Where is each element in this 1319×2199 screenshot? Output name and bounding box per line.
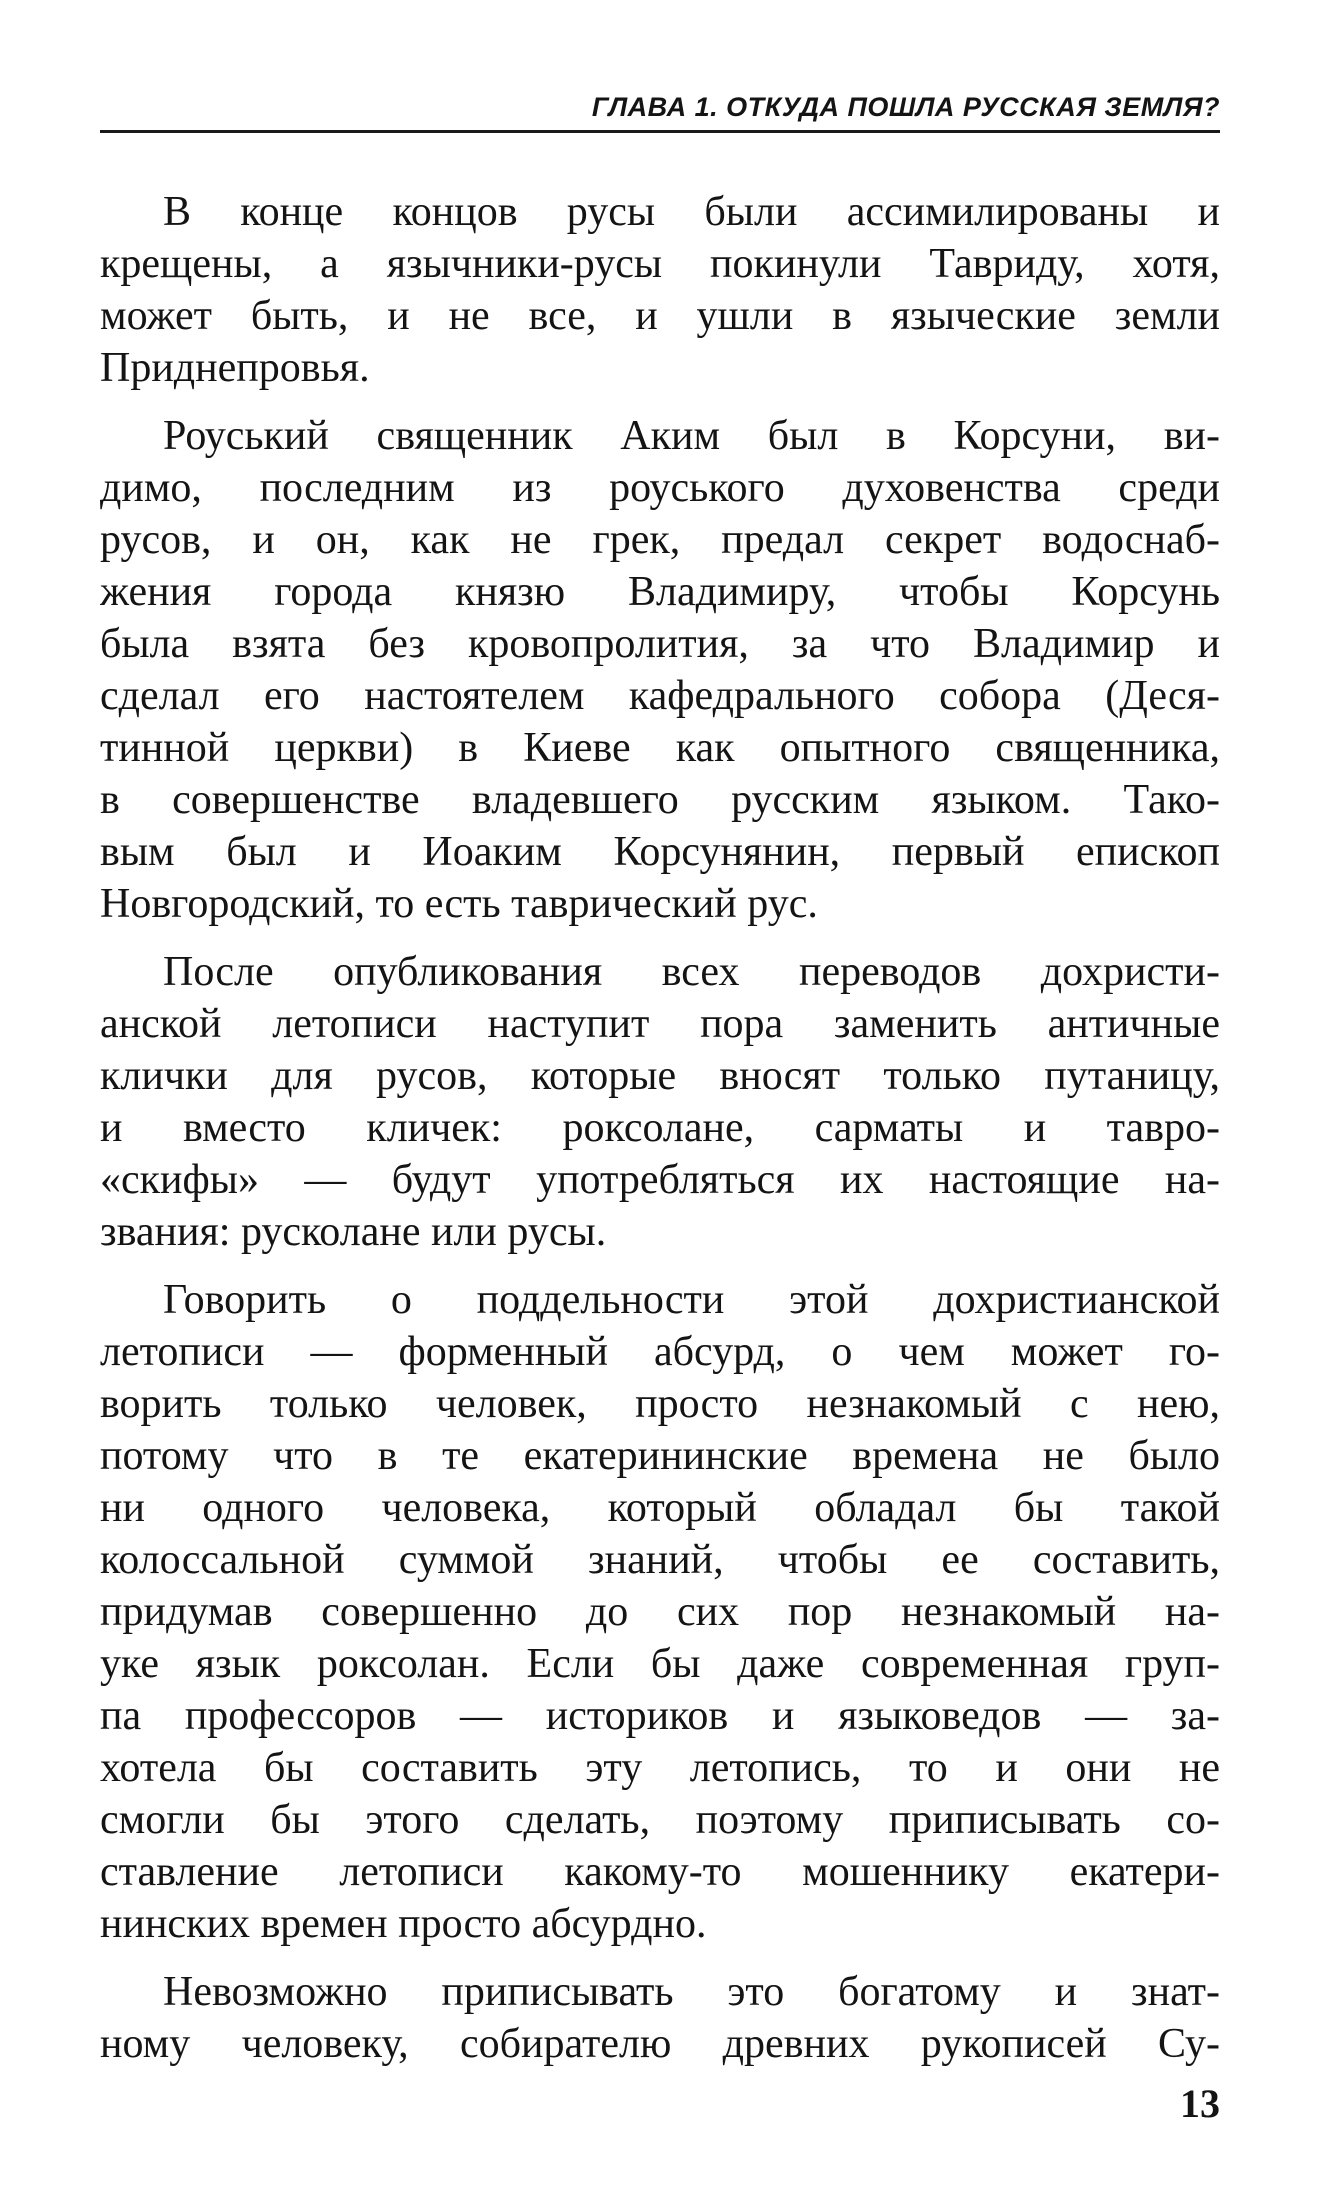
paragraph [100, 1966, 1220, 2070]
text-line: вым был и Иоаким Корсунянин, первый епископ [100, 829, 1220, 875]
text-line: Роуський священник Аким был в Корсуни, ви- [163, 413, 1220, 459]
text-line: уке язык роксолан. Если бы даже современная груп- [100, 1641, 1220, 1687]
text-line: Новгородский, то есть таврический рус. [100, 881, 818, 927]
paragraph [100, 186, 1220, 394]
text-line: Приднепровья. [100, 345, 370, 391]
paragraph [100, 1274, 1220, 1950]
paragraph [100, 410, 1220, 930]
text-line: ставление летописи какому-то мошеннику екатери- [100, 1849, 1220, 1895]
text-line: па профессоров — историков и языковедов — за- [100, 1693, 1220, 1739]
paragraph [100, 946, 1220, 1258]
text-line: может быть, и не все, и ушли в языческие земли [100, 293, 1220, 339]
text-line: жения города князю Владимиру, чтобы Корсунь [100, 569, 1220, 615]
text-line: крещены, а язычники-русы покинули Тавриду, хотя, [100, 241, 1220, 287]
text-line: летописи — форменный абсурд, о чем может го- [100, 1329, 1220, 1375]
running-title: ГЛАВА 1. ОТКУДА ПОШЛА РУССКАЯ ЗЕМЛЯ? [591, 92, 1220, 122]
text-line: и вместо кличек: роксолане, сарматы и тавро- [100, 1105, 1220, 1151]
text-line: ворить только человек, просто незнакомый с нею, [100, 1381, 1220, 1427]
text-line: ни одного человека, который обладал бы такой [100, 1485, 1220, 1531]
text-line: смогли бы этого сделать, поэтому приписывать со- [100, 1797, 1220, 1843]
text-line: «скифы» — будут употребляться их настоящие на- [100, 1157, 1220, 1203]
text-line: придумав совершенно до сих пор незнакомый на- [100, 1589, 1220, 1635]
page-number: 13 [1180, 2081, 1220, 2126]
text-line: анской летописи наступит пора заменить античные [100, 1001, 1220, 1047]
text-line: потому что в те екатерининские времена не было [100, 1433, 1220, 1479]
running-header [100, 88, 1220, 133]
text-line: в совершенстве владевшего русским языком. Тако- [100, 777, 1220, 823]
text-line: димо, последним из роуського духовенства среди [100, 465, 1220, 511]
text-line: нинских времен просто абсурдно. [100, 1901, 707, 1947]
text-line: русов, и он, как не грек, предал секрет водоснаб- [100, 517, 1220, 563]
text-line: клички для русов, которые вносят только путаницу, [100, 1053, 1220, 1099]
text-line: После опубликования всех переводов дохристи- [163, 949, 1220, 995]
text-line: тинной церкви) в Киеве как опытного священника, [100, 725, 1220, 771]
text-line: сделал его настоятелем кафедрального собора (Деся- [100, 673, 1220, 719]
text-line: В конце концов русы были ассимилированы и [163, 189, 1220, 235]
text-line: ному человеку, собирателю древних рукописей Су- [100, 2021, 1220, 2067]
body-text [100, 186, 1220, 2086]
text-line: звания: русколане или русы. [100, 1209, 607, 1255]
text-line: Говорить о поддельности этой дохристианской [163, 1277, 1220, 1323]
text-line: хотела бы составить эту летопись, то и они не [100, 1745, 1220, 1791]
text-line: Невозможно приписывать это богатому и знат- [163, 1969, 1220, 2015]
text-line: колоссальной суммой знаний, чтобы ее составить, [100, 1537, 1220, 1583]
text-line: была взята без кровопролития, за что Владимир и [100, 621, 1220, 667]
